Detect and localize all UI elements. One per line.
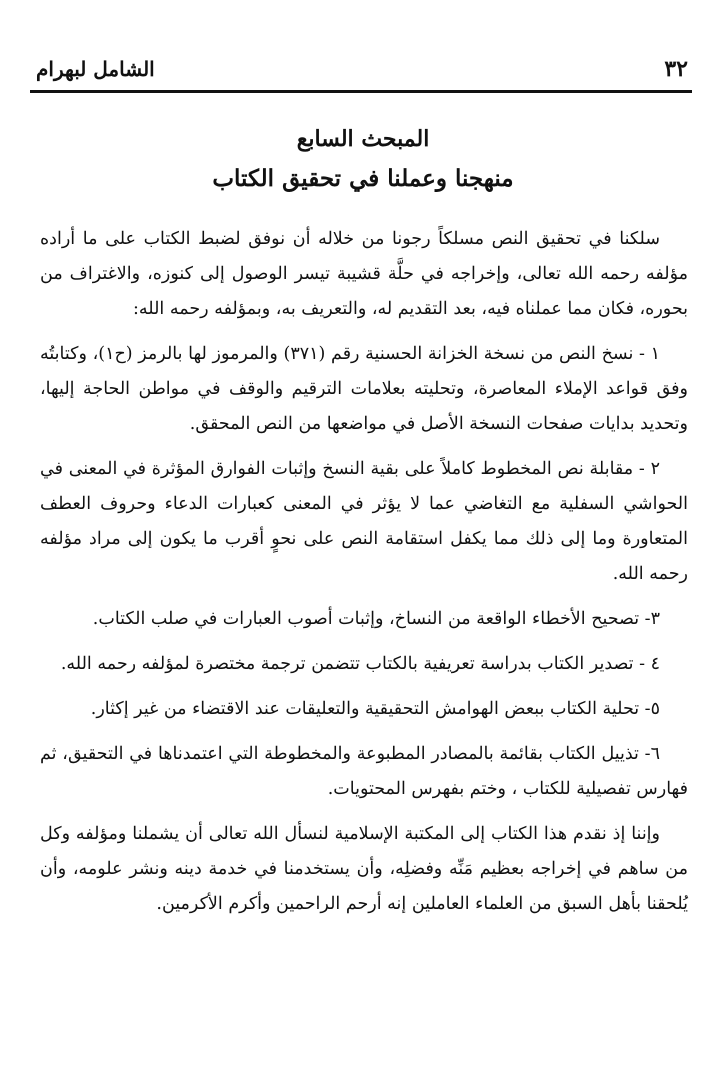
list-item-2: ٢ - مقابلة نص المخطوط كاملاً على بقية النسخ وإثبات الفوارق المؤثرة في المعنى في الحواشي السفلية مع التغاضي عما لا يؤثر في المعنى كعبارات الدعاء وحروف العطف المتعاورة وما إلى ذلك مما يكفل استقامة النص على نحوٍ أقرب ما يكون إلى مراد مؤلفه رحمه الله. xyxy=(40,459,688,584)
list-item-3: ٣- تصحيح الأخطاء الواقعة من النساخ، وإثبات أصوب العبارات في صلب الكتاب. xyxy=(92,609,660,629)
list-item-4: ٤ - تصدير الكتاب بدراسة تعريفية بالكتاب تتضمن ترجمة مختصرة لمؤلفه رحمه الله. xyxy=(60,654,660,674)
intro-paragraph: سلكنا في تحقيق النص مسلكاً رجونا من خلاله أن نوفق لضبط الكتاب على ما أراده مؤلفه رحمه الله تعالى، وإخراجه في حلَّة قشيبة تيسر الوصول إلى كنوزه، والاغتراف من بحوره، فكان مما عملناه فيه، بعد التقديم له، والتعريف به، وبمؤلفه رحمه الله: xyxy=(40,229,688,319)
closing-paragraph: وإننا إذ نقدم هذا الكتاب إلى المكتبة الإسلامية لنسأل الله تعالى أن يشملنا ومؤلفه وكل من ساهم في إخراجه بعظيم مَنِّه وفضلِه، وأن يستخدمنا في خدمة دينه ونشر علومه، وأن يُلحقنا بأهل السبق من العلماء العاملين إنه أرحم الراحمين وأكرم الأكرمين. xyxy=(40,824,688,914)
list-item-1: ١ - نسخ النص من نسخة الخزانة الحسنية رقم (٣٧١) والمرموز لها بالرمز (ح١)، وكتابتُه وفق قواعد الإملاء المعاصرة، وتحليته بعلامات الترقيم والوقف في مواطن الحاجة إليها، وتحديد بدايات صفحات النسخة الأصل في مواضعها من النص المحقق. xyxy=(40,344,688,434)
section-heading xyxy=(40,120,686,200)
list-item-6: ٦- تذييل الكتاب بقائمة بالمصادر المطبوعة والمخطوطة التي اعتمدناها في التحقيق، ثم فهارس تفصيلية للكتاب ، وختم بفهرس المحتويات. xyxy=(40,744,688,799)
header-rule xyxy=(30,90,692,93)
running-title: الشامل لبهرام xyxy=(36,57,155,81)
body-text xyxy=(40,222,688,922)
list-item-5: ٥- تحلية الكتاب ببعض الهوامش التحقيقية والتعليقات عند الاقتضاء من غير إكثار. xyxy=(90,699,660,719)
running-head xyxy=(36,52,688,86)
page-number: ٣٢ xyxy=(664,56,688,82)
chapter-heading: المبحث السابع xyxy=(296,126,430,152)
chapter-title: منهجنا وعملنا في تحقيق الكتاب xyxy=(212,165,514,192)
